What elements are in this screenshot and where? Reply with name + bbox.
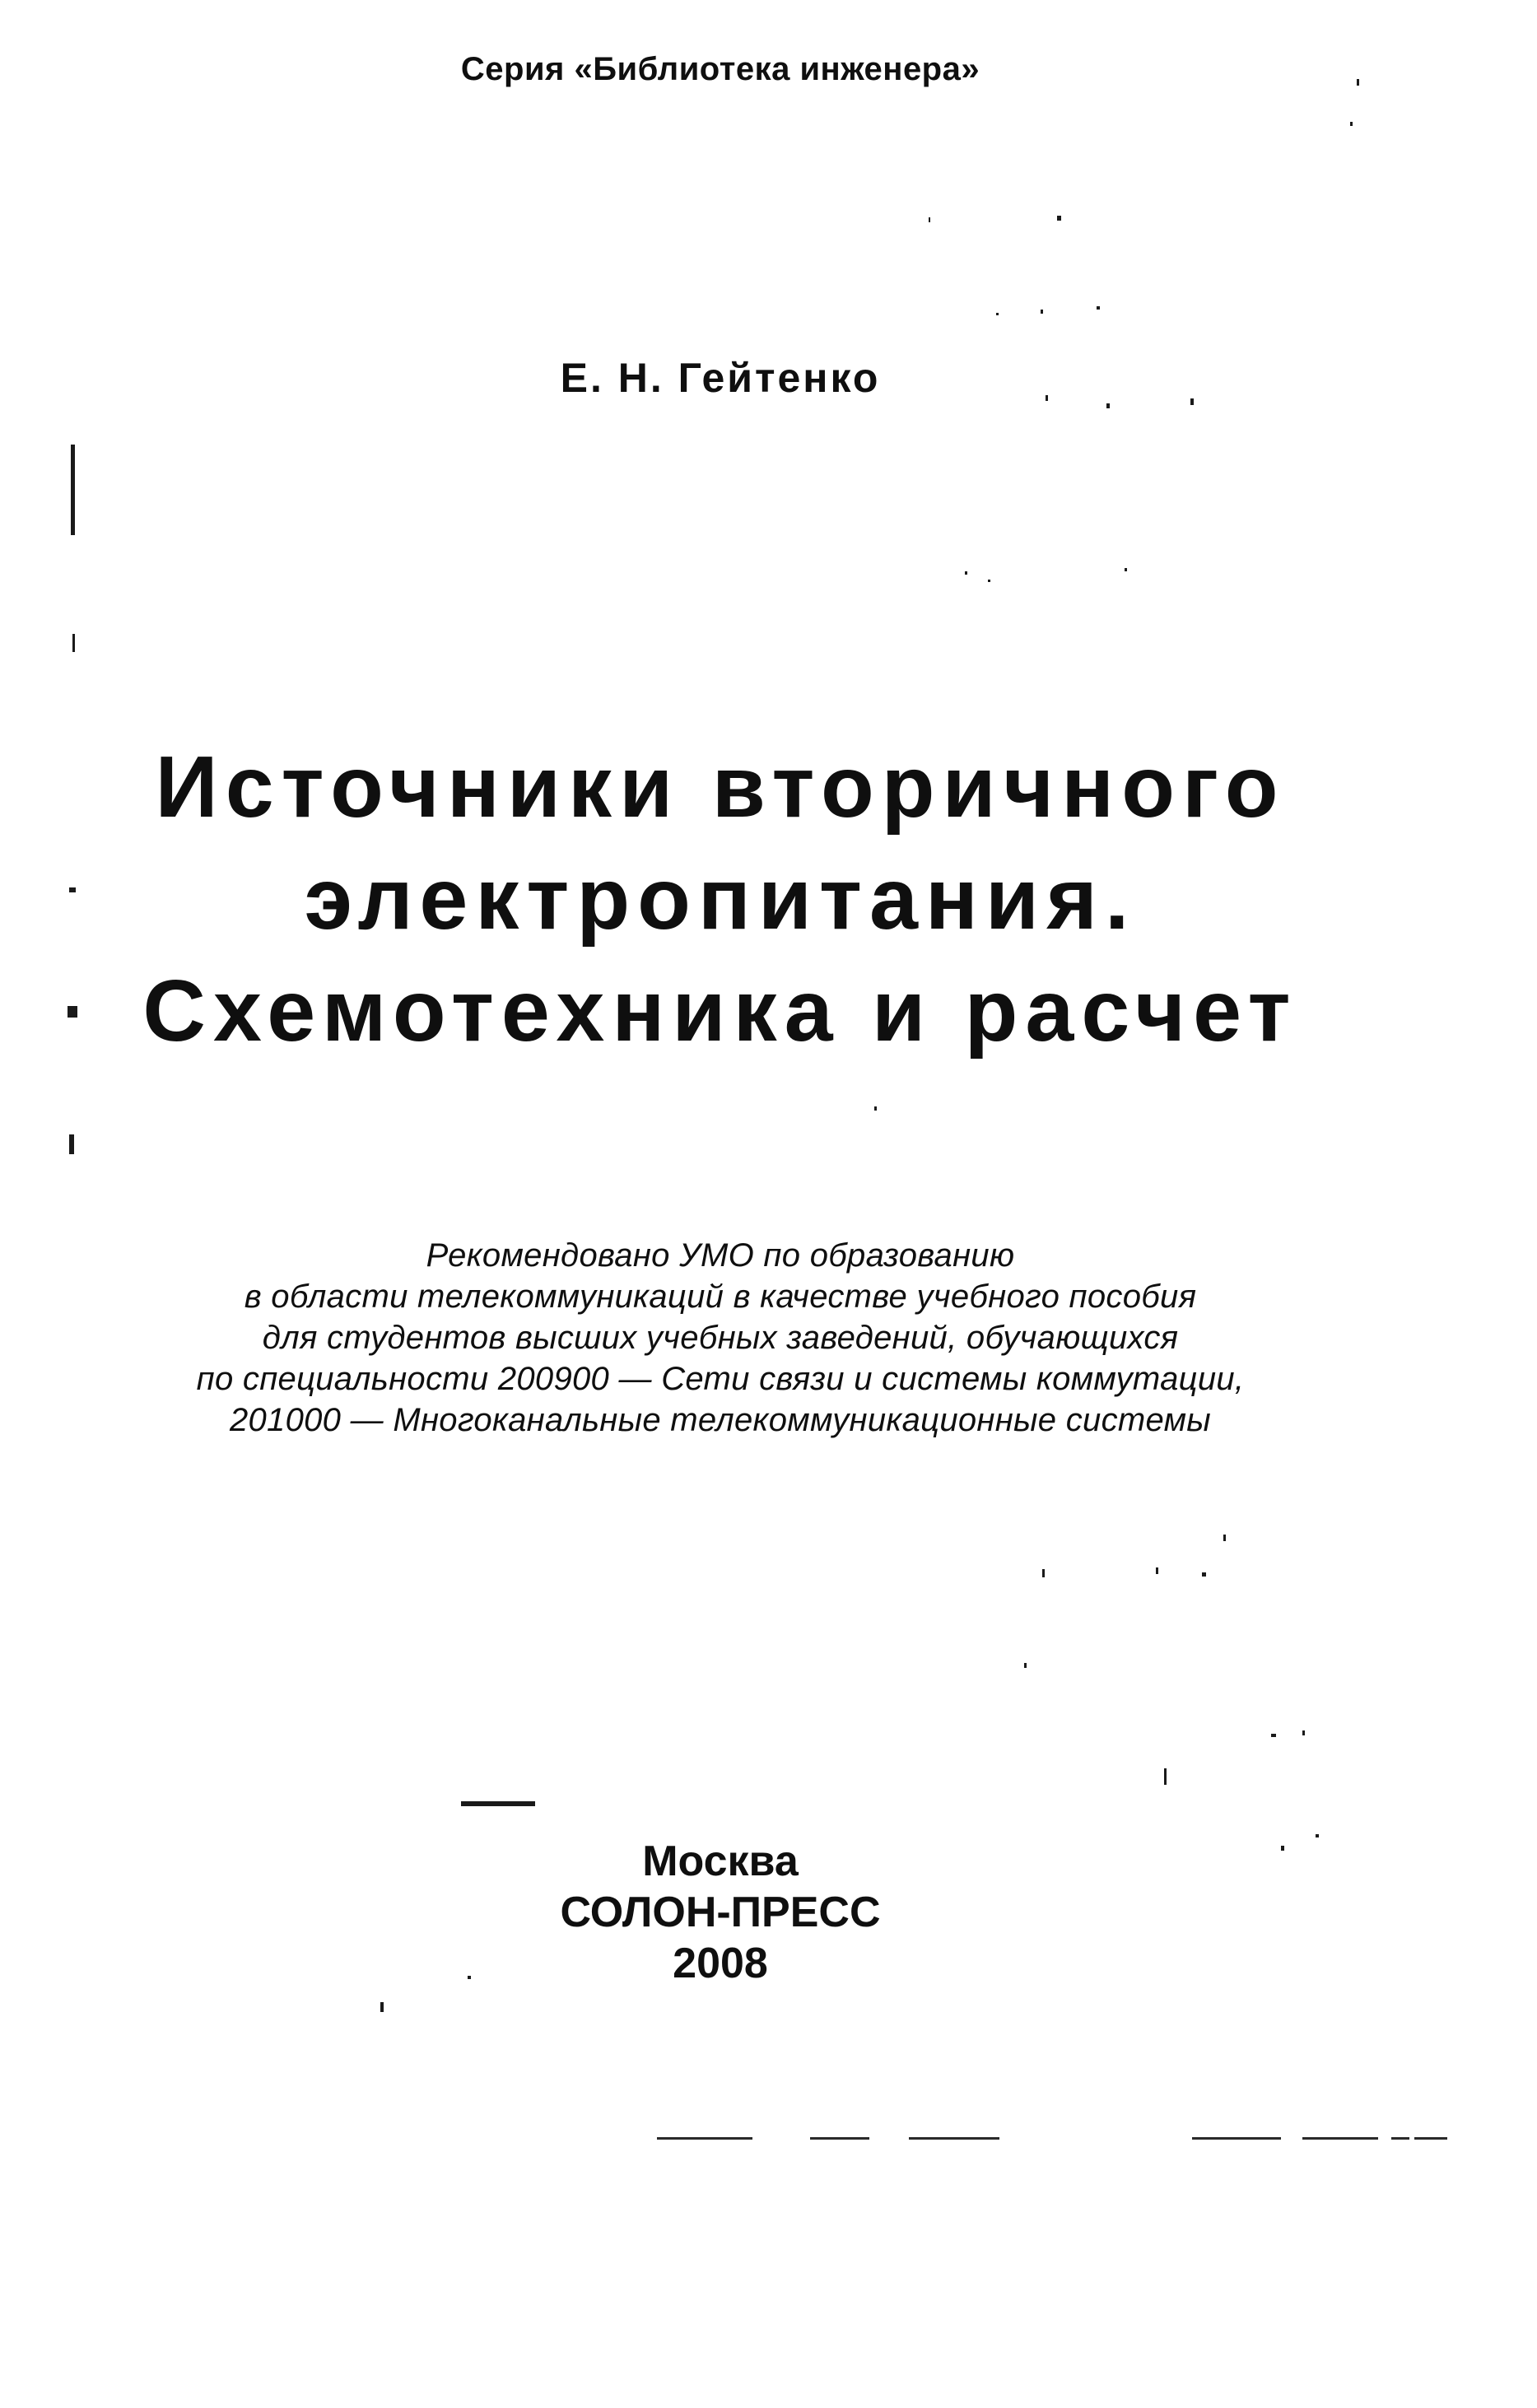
recommendation-line-1: Рекомендовано УМО по образованию [426,1237,1015,1274]
book-title [0,731,1441,1067]
title-line-3: Схемотехника и расчет [142,962,1298,1060]
scan-artifact-rule [1414,2137,1447,2140]
scan-artifact-rule [909,2137,999,2140]
imprint-city: Москва [642,1837,799,1885]
scan-artifact-rule [657,2137,752,2140]
scan-artifact-speck [874,1106,877,1111]
title-line-1: Источники вторичного [155,738,1286,836]
scan-artifact-rule [1302,2137,1378,2140]
scan-artifact-speck [1202,1572,1206,1577]
scan-artifact-speck [1057,216,1061,221]
scan-artifact-speck [1106,403,1110,408]
scan-artifact-speck [1302,1730,1305,1735]
scan-artifact-speck [996,313,999,315]
scan-artifact-speck [380,2002,384,2012]
imprint-year: 2008 [673,1940,768,1987]
series-name: Серия «Библиотека инженера» [460,51,980,87]
imprint-publisher: СОЛОН-ПРЕСС [560,1889,881,1936]
scan-artifact-binding-mark [71,445,75,535]
author-name: Е. Н. Гейтенко [560,355,881,401]
scan-artifact-speck [68,1006,77,1018]
recommendation-line-2: в области телекоммуникаций в качестве учебного пособия [244,1279,1197,1315]
scan-artifact-speck [1024,1663,1027,1668]
scan-artifact-speck [468,1976,471,1979]
scan-artifact-speck [1350,122,1353,126]
scan-artifact-speck [69,1134,74,1154]
scan-artifact-speck [1357,79,1359,86]
scan-artifact-speck [1223,1535,1226,1541]
scan-artifact-rule [1391,2137,1409,2140]
scan-artifact-rule [810,2137,869,2140]
recommendation-note [0,1235,1441,1441]
scan-artifact-speck [988,580,990,582]
scan-artifact-speck [1125,568,1127,571]
scan-artifact-speck [1190,398,1194,405]
recommendation-line-4: по специальности 200900 — Сети связи и системы коммутации, [196,1361,1245,1397]
scan-artifact-rule [1192,2137,1281,2140]
scan-artifact-speck [1042,1569,1045,1577]
recommendation-line-5: 201000 — Многоканальные телекоммуникационные системы [229,1402,1212,1438]
scan-artifact-speck [1316,1834,1319,1837]
imprint [0,1836,1441,1989]
scan-artifact-speck [1097,306,1100,310]
scan-artifact-speck [1271,1734,1276,1737]
scan-artifact-speck [1164,1768,1167,1785]
scan-artifact-speck [929,217,930,222]
scan-artifact-speck [72,634,75,652]
recommendation-line-3: для студентов высших учебных заведений, обучающихся [262,1320,1179,1356]
scan-artifact-speck [965,571,967,575]
scan-artifact-speck [1041,310,1043,314]
scan-artifact-speck [1156,1567,1158,1574]
title-line-2: электропитания. [304,850,1137,948]
scan-artifact-speck [1046,395,1048,401]
scan-artifact-speck [69,887,76,892]
scan-artifact-speck [1281,1846,1284,1851]
scan-artifact-speck [461,1801,535,1806]
